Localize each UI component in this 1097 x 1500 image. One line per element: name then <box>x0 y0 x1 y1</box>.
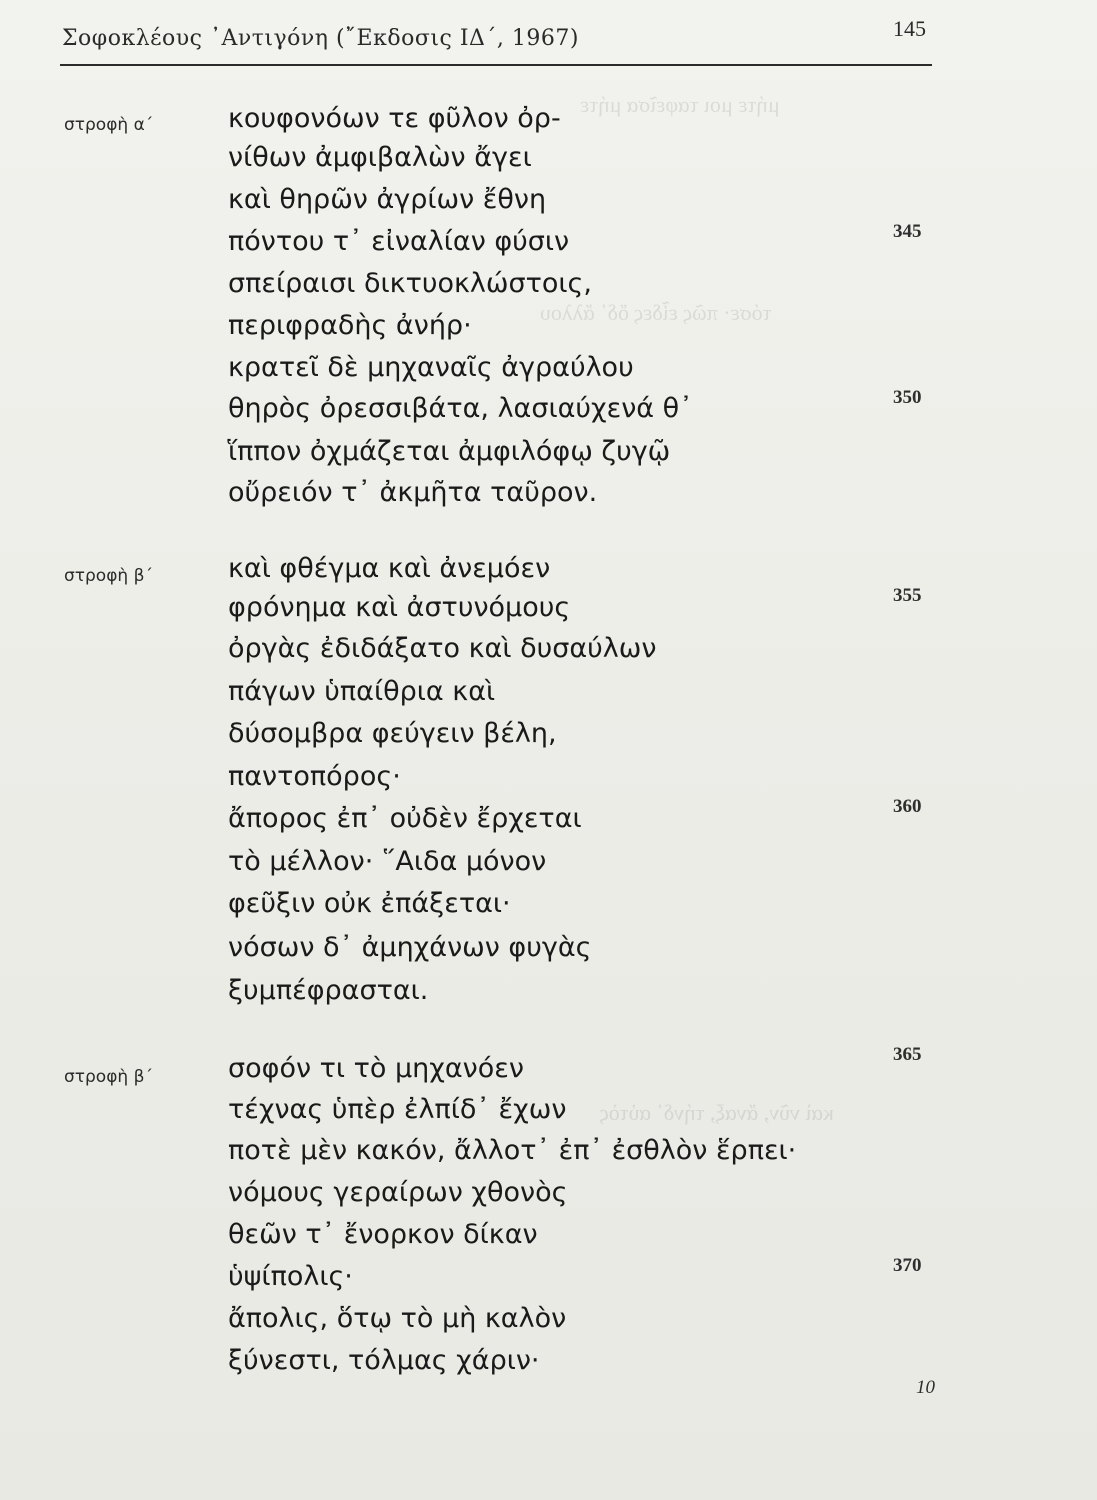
line-number: 365 <box>893 1044 922 1065</box>
verse-line: περιφραδὴς ἀνήρ· <box>228 310 472 341</box>
verse-line: νόσων δ᾽ ἀμηχάνων φυγὰς <box>228 932 592 963</box>
verse-line: σπείραισι δικτυοκλώστοις, <box>228 268 592 299</box>
verse-line: ὑψίπολις· <box>228 1261 353 1292</box>
verse-line: πάγων ὑπαίθρια καὶ <box>228 676 496 707</box>
verse-line: κρατεῖ δὲ μηχαναῖς ἀγραύλου <box>228 352 634 383</box>
verse-line: κουφονόων τε φῦλον ὀρ- <box>228 103 561 134</box>
verse-line: πόντου τ᾽ εἰναλίαν φύσιν <box>228 226 570 257</box>
verse-line: σοφόν τι τὸ μηχανόεν <box>228 1053 524 1084</box>
running-header-title: Σοφοκλέους ᾿Αντιγόνη (῎Εκδοσις ΙΔ΄, 1967) <box>62 26 579 51</box>
line-number: 370 <box>893 1255 922 1276</box>
verse-line: φεῦξιν οὐκ ἐπάξεται· <box>228 888 511 919</box>
verse-line: θεῶν τ᾽ ἔνορκον δίκαν <box>228 1219 538 1250</box>
verse-line: ἵππον ὀχμάζεται ἀμφιλόφῳ ζυγῷ <box>228 436 671 467</box>
verse-line: δύσομβρα φεύγειν βέλη, <box>228 718 557 749</box>
verse-line: τὸ μέλλον· ῞Αιδα μόνον <box>228 846 547 877</box>
line-number: 345 <box>893 221 922 242</box>
verse-line: ἄπορος ἐπ᾽ οὐδὲν ἔρχεται <box>228 803 582 834</box>
verse-line: νίθων ἀμφιβαλὼν ἄγει <box>228 142 532 173</box>
strophe-label: στροφὴ β΄ <box>64 566 153 586</box>
verse-line: καὶ θηρῶν ἀγρίων ἔθνη <box>228 184 547 215</box>
verse-line: τέχνας ὑπὲρ ἐλπίδ᾽ ἔχων <box>228 1094 567 1125</box>
verse-line: νόμους γεραίρων χθονὸς <box>228 1177 568 1208</box>
verse-line: ξυμπέφρασται. <box>228 975 429 1006</box>
verse-line: ποτὲ μὲν κακόν, ἄλλοτ᾽ ἐπ᾽ ἐσθλὸν ἕρπει· <box>228 1135 797 1166</box>
header-rule <box>60 64 932 66</box>
verse-line: παντοπόρος· <box>228 761 401 792</box>
strophe-label: στροφὴ α΄ <box>64 115 154 135</box>
line-number: 360 <box>893 796 922 817</box>
verse-line: οὔρειόν τ᾽ ἀκμῆτα ταῦρον. <box>228 477 598 508</box>
page: μήτε μοι ταφεῖσα μήτε τόσε· πῶς εἶδες ὅδ᾽ ἄλλου καὶ νῦν, ἄναξ, τήνδ᾽ αὐτὸς Σοφοκλέους ᾿Αντιγόνη (῎Εκδοσις ΙΔ΄, 1967) 145 στροφὴ α΄ κουφονόων τε φῦλον ὀρ- νίθων ἀμφιβαλὼν ἄγει καὶ θηρῶν ἀγρίων ἔθνη πόντου τ᾽ εἰναλίαν φύσιν σπείραισι δικτυοκλώστοις, περιφραδὴς ἀνήρ· κρατεῖ δὲ μηχαναῖς ἀγραύλου θηρὸς ὀρεσσιβάτα, λασιαύχενά θ᾽ ἵππον ὀχμάζεται ἀμφιλόφῳ ζυγῷ οὔρειόν τ᾽ ἀκμῆτα ταῦρον. στροφὴ β΄ καὶ φθέγμα καὶ ἀνεμόεν φρόνημα καὶ ἀστυνόμους ὀργὰς ἐδιδάξατο καὶ δυσαύλων πάγων ὑπαίθρια καὶ δύσομβρα φεύγειν βέλη, παντοπόρος· ἄπορος ἐπ᾽ οὐδὲν ἔρχεται τὸ μέλλον· ῞Αιδα μόνον φεῦξιν οὐκ ἐπάξεται· νόσων δ᾽ ἀμηχάνων φυγὰς ξυμπέφρασται. στροφὴ β΄ σοφόν τι τὸ μηχανόεν τέχνας ὑπὲρ ἐλπίδ᾽ ἔχων ποτὲ μὲν κακόν, ἄλλοτ᾽ ἐπ᾽ ἐσθλὸν ἕρπει· νόμους γεραίρων χθονὸς θεῶν τ᾽ ἔνορκον δίκαν ὑψίπολις· ἄπολις, ὅτῳ τὸ μὴ καλὸν ξύνεστι, τόλμας χάριν· 345 350 355 360 365 370 10 <box>0 0 1097 1500</box>
line-number: 350 <box>893 387 922 408</box>
verse-line: φρόνημα καὶ ἀστυνόμους <box>228 592 571 623</box>
verse-line: θηρὸς ὀρεσσιβάτα, λασιαύχενά θ᾽ <box>228 393 693 424</box>
verse-line: ἄπολις, ὅτῳ τὸ μὴ καλὸν <box>228 1303 567 1334</box>
verse-line: ξύνεστι, τόλμας χάριν· <box>228 1345 540 1376</box>
page-number: 145 <box>893 16 926 41</box>
verse-line: ὀργὰς ἐδιδάξατο καὶ δυσαύλων <box>228 633 657 664</box>
strophe-label: στροφὴ β΄ <box>64 1067 153 1087</box>
signature-mark: 10 <box>916 1377 935 1398</box>
verse-line: καὶ φθέγμα καὶ ἀνεμόεν <box>228 553 551 584</box>
line-number: 355 <box>893 585 922 606</box>
